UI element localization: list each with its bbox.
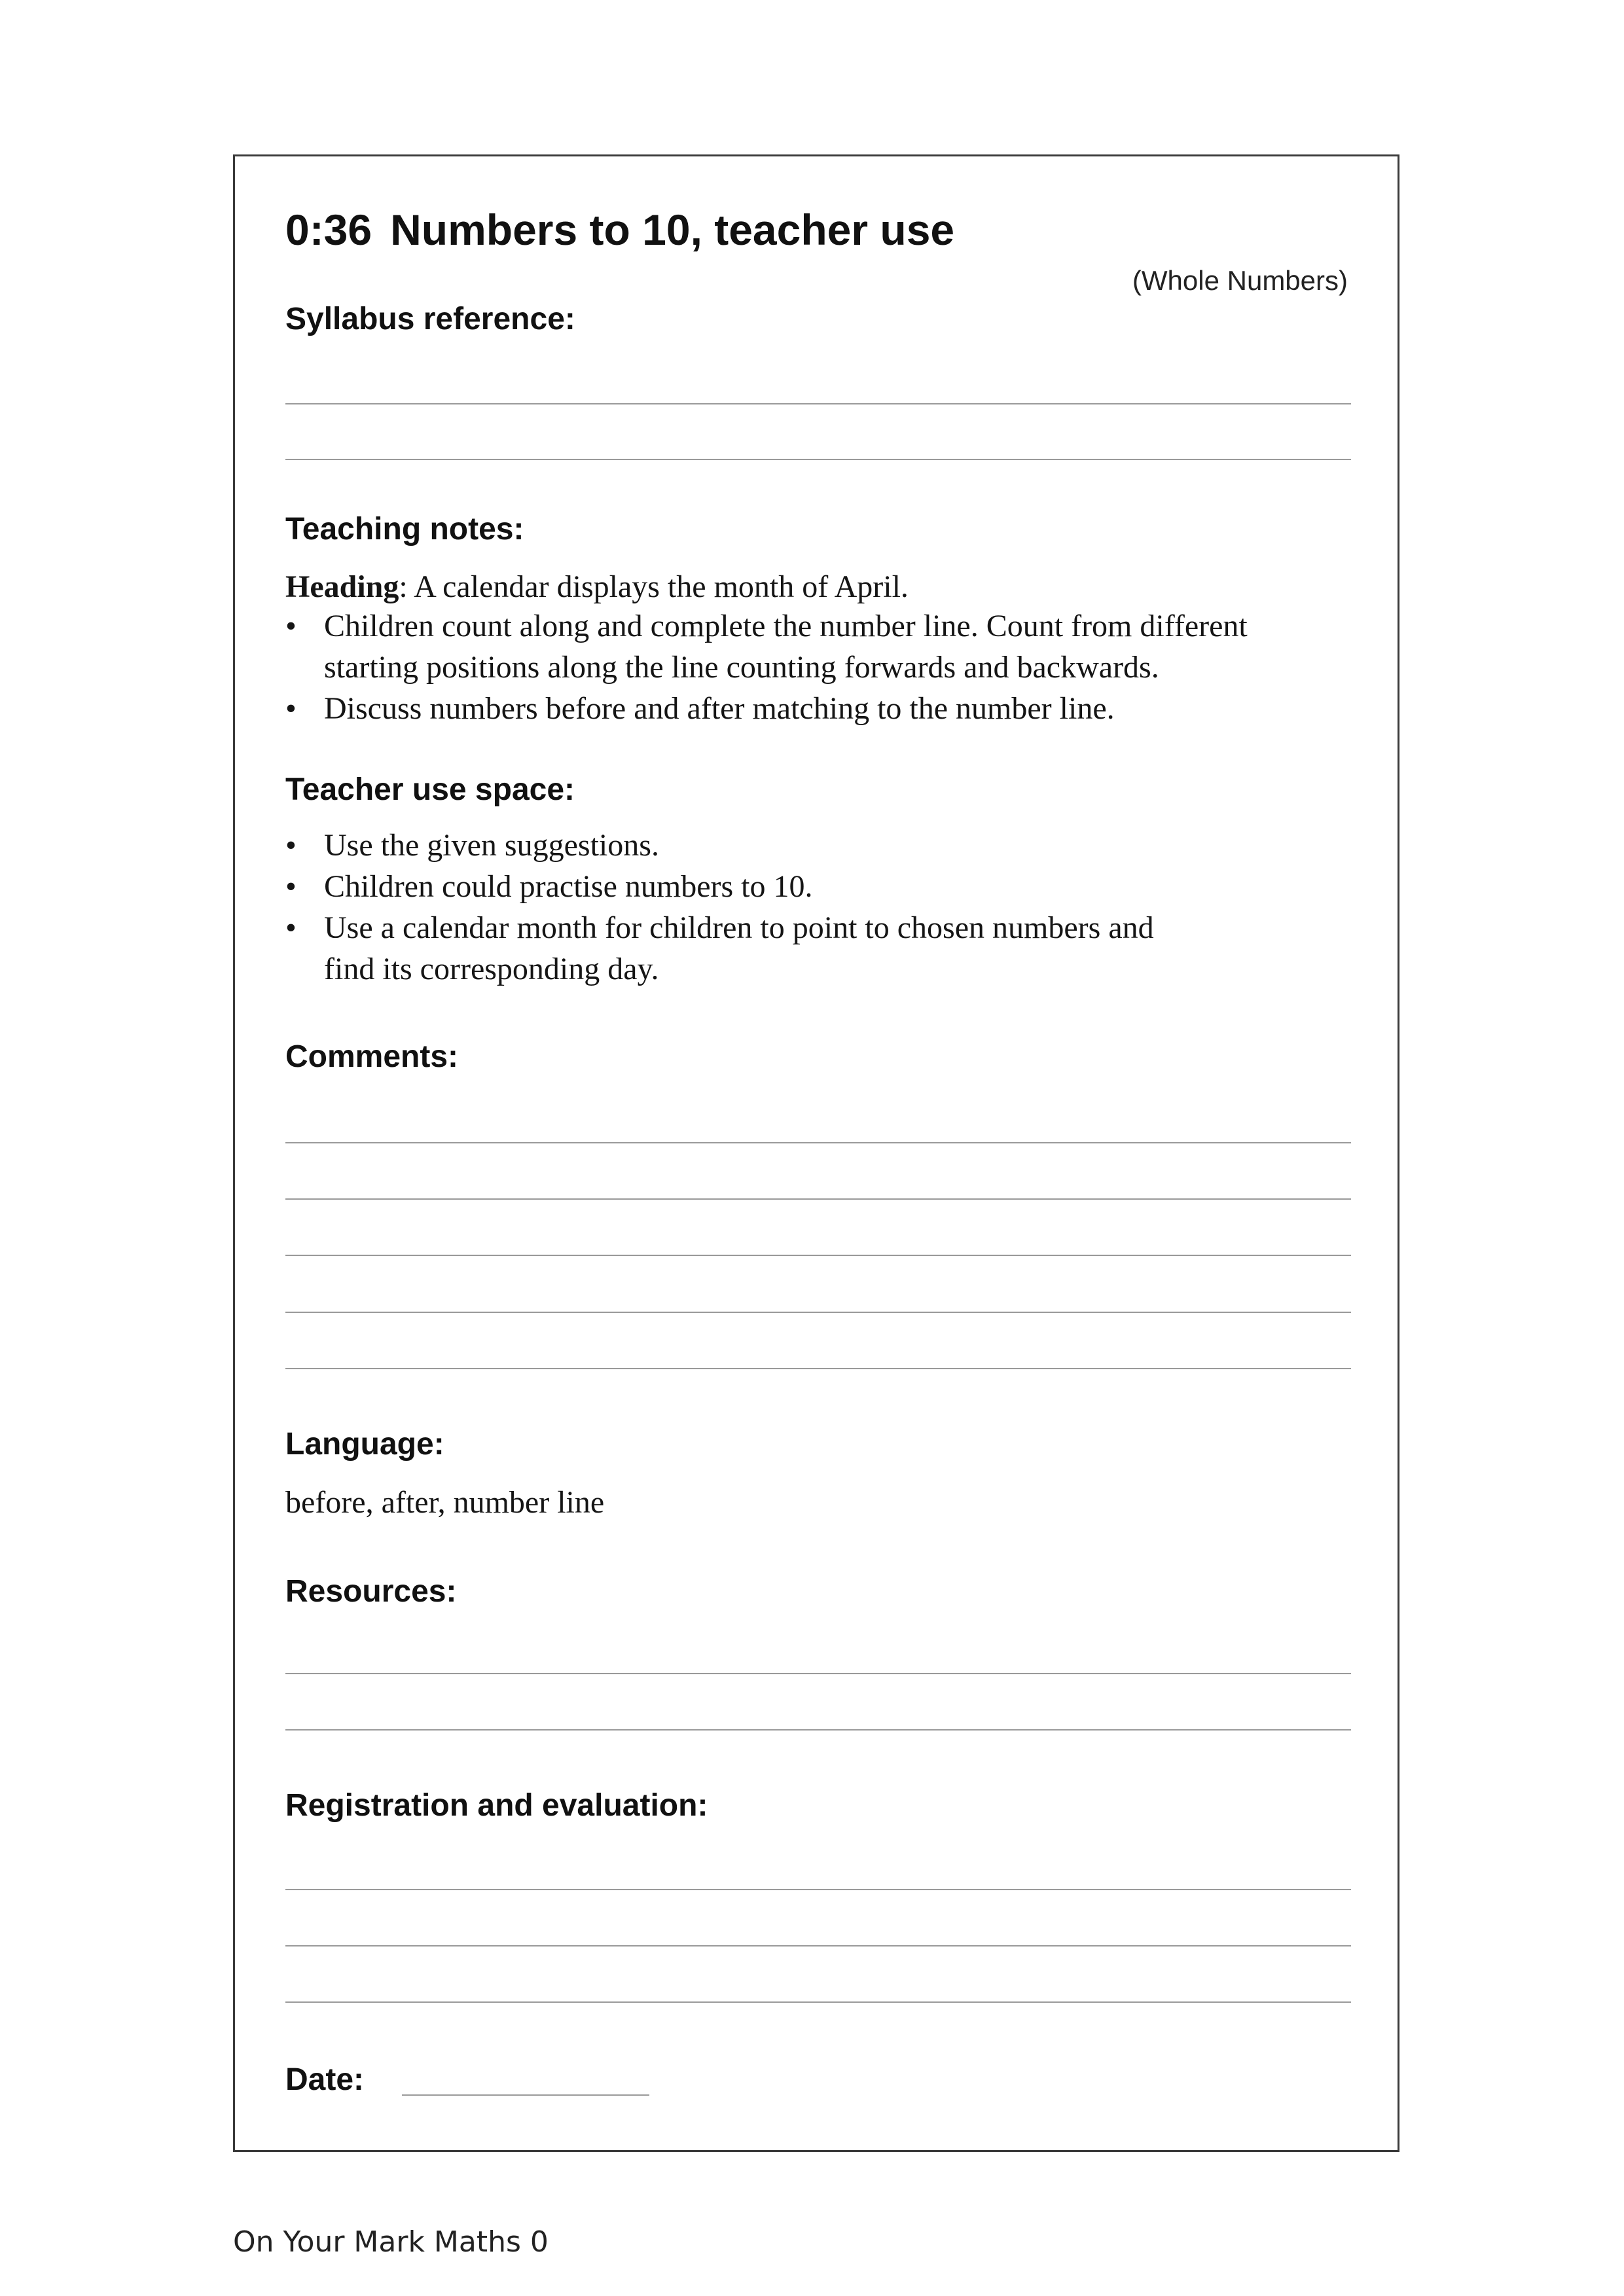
syllabus-line-1[interactable]	[285, 403, 1351, 404]
intro-label: Heading	[285, 569, 399, 604]
comments-heading: Comments:	[285, 1039, 459, 1074]
bullet-icon: •	[285, 691, 297, 726]
lesson-title: Numbers to 10, teacher use	[390, 206, 955, 254]
list-item	[285, 605, 1248, 688]
bullet-icon: •	[285, 828, 297, 863]
worksheet-frame	[233, 154, 1399, 2152]
comments-line-1[interactable]	[285, 1142, 1351, 1143]
registration-line-3[interactable]	[285, 2001, 1351, 2003]
syllabus-line-2[interactable]	[285, 459, 1351, 460]
list-item-line: Children count along and complete the number line. Count from different	[324, 609, 1248, 643]
page-footer: On Your Mark Maths 0	[233, 2225, 549, 2259]
list-item	[285, 688, 1248, 729]
syllabus-heading: Syllabus reference:	[285, 302, 575, 336]
list-item-line: Discuss numbers before and after matching to the number line.	[324, 691, 1115, 726]
language-text: before, after, number line	[285, 1485, 605, 1520]
teaching-notes-intro	[285, 571, 909, 603]
bullet-icon: •	[285, 609, 297, 643]
list-item	[285, 825, 1154, 866]
list-item-line: starting positions along the line counting forwards and backwards.	[324, 650, 1159, 685]
resources-line-2[interactable]	[285, 1729, 1351, 1731]
date-input-line[interactable]	[402, 2094, 649, 2096]
comments-line-3[interactable]	[285, 1255, 1351, 1256]
bullet-icon: •	[285, 869, 297, 904]
list-item	[285, 866, 1154, 907]
registration-heading: Registration and evaluation:	[285, 1788, 708, 1823]
comments-line-5[interactable]	[285, 1368, 1351, 1369]
registration-line-1[interactable]	[285, 1889, 1351, 1890]
teacher-use-heading: Teacher use space:	[285, 772, 575, 807]
teacher-use-list	[285, 825, 1154, 990]
resources-heading: Resources:	[285, 1574, 457, 1609]
comments-line-4[interactable]	[285, 1312, 1351, 1313]
date-label: Date:	[285, 2062, 365, 2097]
language-heading: Language:	[285, 1427, 444, 1462]
resources-line-1[interactable]	[285, 1673, 1351, 1674]
category-label: (Whole Numbers)	[1132, 265, 1348, 296]
lesson-code: 0:36	[285, 206, 372, 254]
teaching-notes-heading: Teaching notes:	[285, 512, 524, 547]
teaching-notes-list	[285, 605, 1248, 729]
bullet-icon: •	[285, 910, 297, 945]
registration-line-2[interactable]	[285, 1945, 1351, 1946]
comments-line-2[interactable]	[285, 1198, 1351, 1200]
list-item-line: find its corresponding day.	[324, 952, 659, 986]
list-item-line: Children could practise numbers to 10.	[324, 869, 813, 904]
intro-text: : A calendar displays the month of April.	[399, 569, 909, 604]
page-title	[285, 206, 955, 254]
list-item-line: Use the given suggestions.	[324, 828, 659, 863]
list-item-line: Use a calendar month for children to point to chosen numbers and	[324, 910, 1154, 945]
list-item	[285, 907, 1154, 990]
